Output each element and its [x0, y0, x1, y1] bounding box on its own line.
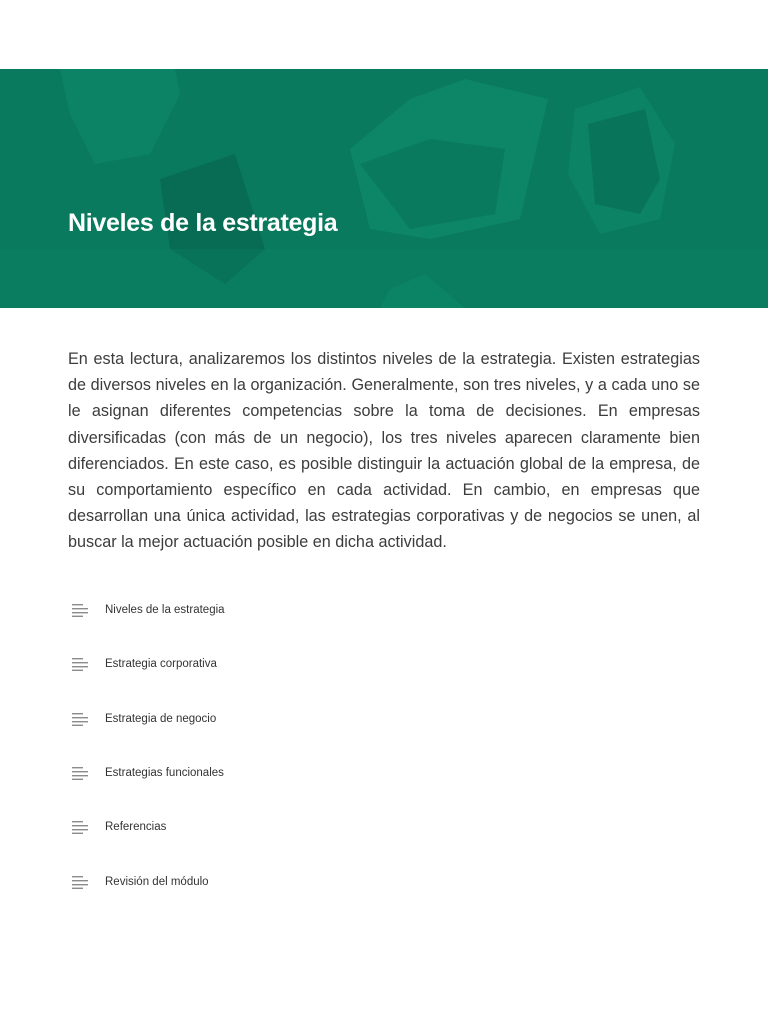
toc-item-niveles[interactable]	[72, 583, 472, 637]
page-title: Niveles de la estrategia	[68, 209, 338, 237]
toc-item-funcionales[interactable]	[72, 746, 472, 800]
toc-item-referencias[interactable]	[72, 800, 472, 854]
toc-item-negocio[interactable]	[72, 692, 472, 746]
intro-paragraph: En esta lectura, analizaremos los distintos niveles de la estrategia. Existen estrategias de diversos niveles en la organización. Generalmente, son tres niveles, y a cada uno se le asignan diferentes competencias sobre la toma de decisiones. En empresas diversificadas (con más de un negocio), los tres niveles aparecen claramente bien diferenciados. En este caso, es posible distinguir la actuación global de la empresa, de su comportamiento específico en cada actividad. En cambio, en empresas que desarrollan una única actividad, las estrategias corporativas y de negocios se unen, al buscar la mejor actuación posible en dicha actividad.	[68, 350, 700, 552]
banner-background-image	[0, 69, 768, 308]
toc-item-label: Estrategia de negocio	[105, 712, 217, 725]
toc-item-label: Estrategia corporativa	[105, 658, 217, 671]
toc-item-label: Revisión del módulo	[105, 875, 209, 888]
text-lines-icon	[72, 766, 90, 780]
text-lines-icon	[72, 712, 90, 726]
header-banner	[0, 69, 768, 308]
toc-item-label: Niveles de la estrategia	[105, 604, 225, 617]
toc-item-label: Estrategias funcionales	[105, 767, 224, 780]
table-of-contents	[72, 583, 472, 909]
text-lines-icon	[72, 657, 90, 671]
toc-item-label: Referencias	[105, 821, 167, 834]
text-lines-icon	[72, 603, 90, 617]
text-lines-icon	[72, 875, 90, 889]
toc-item-corporativa[interactable]	[72, 637, 472, 691]
text-lines-icon	[72, 820, 90, 834]
toc-item-revision[interactable]	[72, 854, 472, 908]
